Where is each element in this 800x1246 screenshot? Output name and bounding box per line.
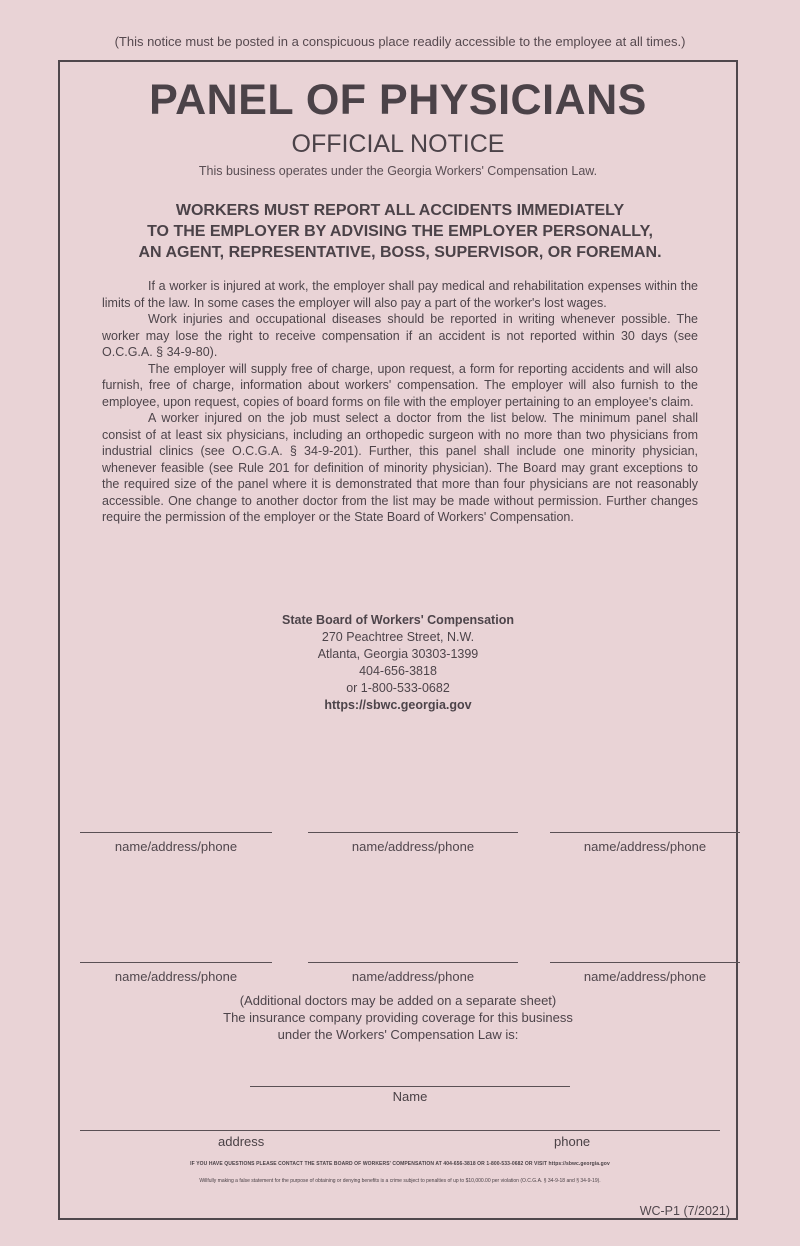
notice-frame — [58, 60, 738, 1220]
insurer-phone-label: phone — [554, 1134, 591, 1149]
physician-slot-label: name/address/phone — [114, 969, 238, 984]
signature-line — [80, 832, 272, 833]
penalty-fine-print: Willfully making a false statement for the purpose of obtaining or denying benefits is a crime subject to penalties of up to $10,000.00 per violation (O.C.G.A. § 34-9-18 and § 34-9-19). — [199, 1178, 601, 1184]
physician-slot[interactable] — [550, 832, 740, 854]
law-statement: This business operates under the Georgia Workers' Compensation Law. — [198, 164, 598, 178]
posting-note: (This notice must be posted in a conspicuous place readily accessible to the employee at all times.) — [114, 34, 686, 49]
physician-slot-label: name/address/phone — [351, 969, 475, 984]
paragraph-forms: The employer will supply free of charge, upon request, a form for reporting accidents and will also furnish, free of charge, information about workers' compensation. The employer will also furnish to the employee, upon request, copies of board forms on file with the employer pertaining to an employee's claim. — [102, 361, 698, 409]
physician-slot-label: name/address/phone — [583, 839, 707, 854]
physician-slot[interactable] — [80, 832, 272, 854]
board-city: Atlanta, Georgia 30303-1399 — [317, 647, 479, 661]
signature-line — [80, 962, 272, 963]
page-title: PANEL OF PHYSICIANS — [149, 76, 647, 124]
insurer-address-line[interactable] — [80, 1130, 720, 1131]
insurance-line: under the Workers' Compensation Law is: — [277, 1027, 519, 1042]
physician-slot-label: name/address/phone — [114, 839, 238, 854]
physician-slot[interactable] — [550, 962, 740, 984]
signature-line — [550, 832, 740, 833]
physician-slot-label: name/address/phone — [351, 839, 475, 854]
board-website: https://sbwc.georgia.gov — [324, 698, 472, 712]
insurance-line: The insurance company providing coverage for this business — [223, 1010, 573, 1025]
signature-line — [308, 962, 518, 963]
warning-line: AN AGENT, REPRESENTATIVE, BOSS, SUPERVISOR, OR FOREMAN. — [138, 244, 662, 261]
notice-body — [102, 278, 698, 526]
paragraph-panel-rules: A worker injured on the job must select a doctor from the list below. The minimum panel shall consist of at least six physicians, including an orthopedic surgeon with no more than two physicians from industrial clinics (see O.C.G.A. § 34-9-201). Further, this panel shall include one minority physician, whenever feasible (see Rule 201 for definition of minority physician). The Board may grant exceptions to the required size of the panel where it is demonstrated that more than four physicians are not reasonably accessible. One change to another doctor from the list may be made without permission. Further changes require the permission of the employer or the State Board of Workers' Compensation. — [102, 411, 698, 524]
official-notice-subtitle: OFFICIAL NOTICE — [291, 130, 505, 158]
physician-slot[interactable] — [308, 832, 518, 854]
additional-doctors-note: (Additional doctors may be added on a separate sheet) — [239, 993, 557, 1008]
physician-slot[interactable] — [308, 962, 518, 984]
contact-fine-print: IF YOU HAVE QUESTIONS PLEASE CONTACT THE STATE BOARD OF WORKERS' COMPENSATION AT 404-656-3818 OR 1-800-533-0682 OR VISIT https://sbwc.georgia.gov — [190, 1161, 610, 1167]
board-phone-alt: or 1-800-533-0682 — [346, 681, 450, 695]
physician-slot-label: name/address/phone — [583, 969, 707, 984]
signature-line — [308, 832, 518, 833]
warning-line: TO THE EMPLOYER BY ADVISING THE EMPLOYER PERSONALLY, — [147, 223, 653, 240]
board-name: State Board of Workers' Compensation — [282, 613, 514, 627]
insurance-note — [60, 992, 736, 1043]
signature-line — [550, 962, 740, 963]
insurer-address-label: address — [218, 1134, 265, 1149]
form-id: WC-P1 (7/2021) — [639, 1204, 730, 1218]
insurer-name-label: Name — [392, 1089, 428, 1104]
warning-line: WORKERS MUST REPORT ALL ACCIDENTS IMMEDIATELY — [175, 202, 625, 219]
physician-slot[interactable] — [80, 962, 272, 984]
board-street: 270 Peachtree Street, N.W. — [321, 630, 475, 644]
insurer-name-line[interactable] — [250, 1086, 570, 1087]
board-address-block — [60, 612, 736, 714]
board-phone: 404-656-3818 — [359, 664, 437, 678]
report-warning — [80, 200, 720, 263]
paragraph-reporting: Work injuries and occupational diseases should be reported in writing whenever possible. The worker may lose the right to receive compensation if an accident is not reported within 30 days (see O.C.G.A. § 34-9-80). — [102, 312, 698, 359]
paragraph-medical-expenses: If a worker is injured at work, the employer shall pay medical and rehabilitation expenses within the limits of the law. In some cases the employer will also pay a part of the worker's lost wages. — [102, 279, 698, 310]
